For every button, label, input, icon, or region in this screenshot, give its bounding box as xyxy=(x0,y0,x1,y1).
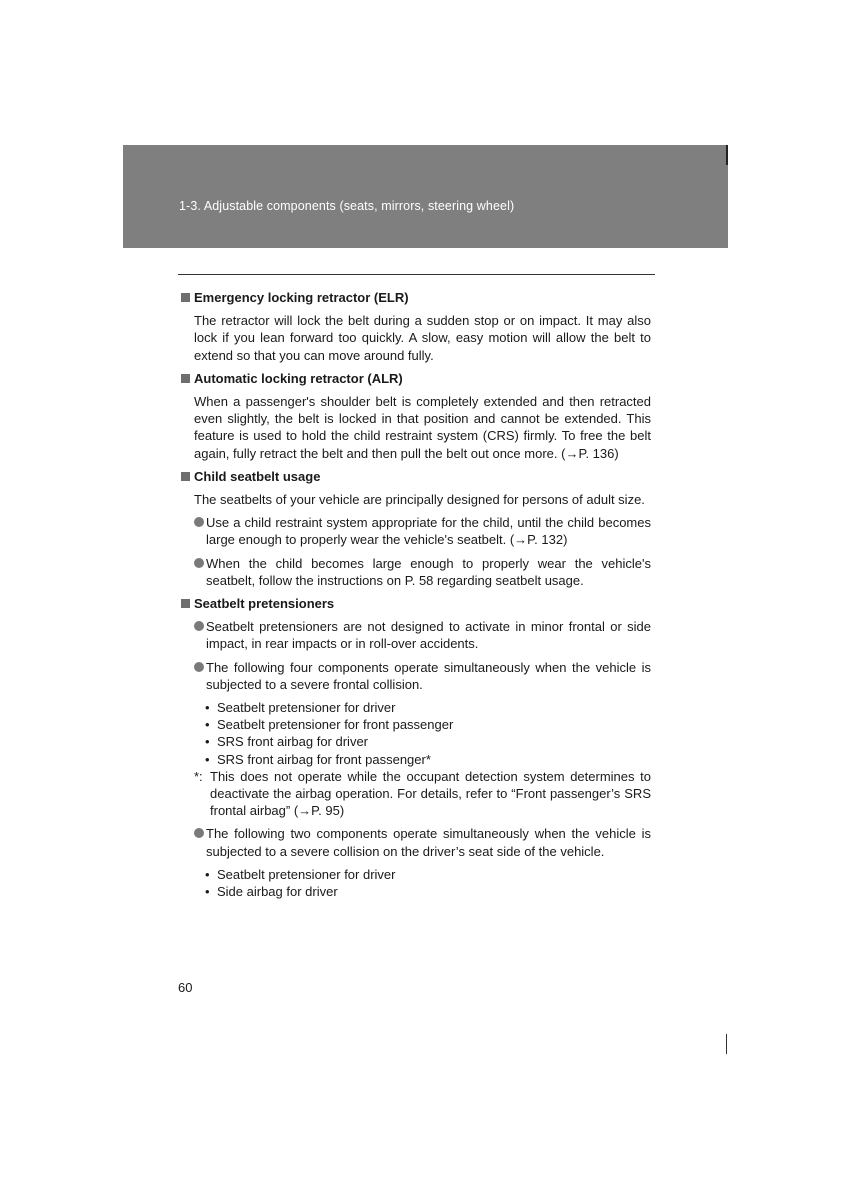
list-item-text: When the child becomes large enough to properly wear the vehicle's seatbelt, follow the instructions on P. 58 regarding seatbelt usage. xyxy=(206,555,651,588)
dot-bullet-icon: • xyxy=(205,884,210,900)
square-bullet-icon xyxy=(181,293,190,302)
component-item xyxy=(205,866,651,883)
footnote-text: This does not operate while the occupant detection system determines to deactivate the airbag operation. For details, refer to “Front passenger’s SRS frontal airbag” (→P. 95) xyxy=(210,768,651,819)
square-bullet-icon xyxy=(181,472,190,481)
section-heading xyxy=(181,468,651,485)
top-rule xyxy=(178,274,655,275)
paragraph: The seatbelts of your vehicle are principally designed for persons of adult size. xyxy=(194,492,645,508)
dot-bullet-icon: • xyxy=(205,751,210,767)
page-content xyxy=(181,289,651,900)
dot-bullet-icon: • xyxy=(205,717,210,733)
list-item-text: The following four components operate simultaneously when the vehicle is subjected to a severe frontal collision. xyxy=(206,659,651,692)
list-item-text: Use a child restraint system appropriate for the child, until the child becomes large enough to properly wear the vehicle's seatbelt. (→P. 132) xyxy=(206,515,651,548)
heading-text: Seatbelt pretensioners xyxy=(194,596,335,612)
list-item xyxy=(194,514,651,548)
list-item xyxy=(194,825,651,859)
heading-text: Child seatbelt usage xyxy=(194,468,321,484)
list-item xyxy=(194,555,651,589)
section-header-band xyxy=(123,145,728,248)
circle-bullet-icon xyxy=(194,517,204,527)
section-title: 1-3. Adjustable components (seats, mirrors, steering wheel) xyxy=(179,199,515,213)
component-text: Seatbelt pretensioner for driver xyxy=(217,700,396,716)
list-item xyxy=(194,659,651,693)
component-list xyxy=(205,699,651,768)
paragraph: When a passenger's shoulder belt is completely extended and then retracted even slightly, the belt is locked in that position and cannot be extended. This feature is used to hold the child restraint system (CRS) firmly. To free the belt again, fully retract the belt and then pull the belt out once more. (→P. 136) xyxy=(194,394,651,461)
dot-bullet-icon: • xyxy=(205,700,210,716)
dot-bullet-icon: • xyxy=(205,866,210,882)
circle-bullet-icon xyxy=(194,828,204,838)
page-edge-mark xyxy=(726,1034,727,1054)
component-item xyxy=(205,883,651,900)
component-text: Seatbelt pretensioner for driver xyxy=(217,866,396,882)
component-item xyxy=(205,751,651,768)
square-bullet-icon xyxy=(181,374,190,383)
component-text: SRS front airbag for driver xyxy=(217,734,369,750)
header-edge-mark xyxy=(726,145,728,165)
heading-text: Automatic locking retractor (ALR) xyxy=(194,370,403,386)
circle-bullet-icon xyxy=(194,662,204,672)
circle-bullet-icon xyxy=(194,558,204,568)
section-heading xyxy=(181,595,651,612)
dot-bullet-icon: • xyxy=(205,734,210,750)
paragraph: The retractor will lock the belt during a sudden stop or on impact. It may also lock if you lean forward too quickly. A slow, easy motion will allow the belt to extend so that you can move around fully. xyxy=(194,313,651,363)
component-item xyxy=(205,716,651,733)
page-number: 60 xyxy=(178,980,193,995)
component-list xyxy=(205,866,651,900)
component-text: Side airbag for driver xyxy=(217,884,338,900)
section-heading xyxy=(181,370,651,387)
list-item xyxy=(194,618,651,652)
component-item xyxy=(205,699,651,716)
list-item-text: Seatbelt pretensioners are not designed to activate in minor frontal or side impact, in rear impacts or in roll-over accidents. xyxy=(206,619,651,652)
circle-bullet-icon xyxy=(194,621,204,631)
heading-text: Emergency locking retractor (ELR) xyxy=(194,290,409,305)
square-bullet-icon xyxy=(181,599,190,608)
component-text: Seatbelt pretensioner for front passenger xyxy=(217,717,454,733)
section-heading xyxy=(181,289,651,306)
component-text: SRS front airbag for front passenger* xyxy=(217,751,431,767)
footnote xyxy=(194,768,651,820)
component-item xyxy=(205,733,651,750)
footnote-mark: *: xyxy=(194,768,203,784)
list-item-text: The following two components operate simultaneously when the vehicle is subjected to a severe collision on the driver’s seat side of the vehicle. xyxy=(206,826,651,859)
